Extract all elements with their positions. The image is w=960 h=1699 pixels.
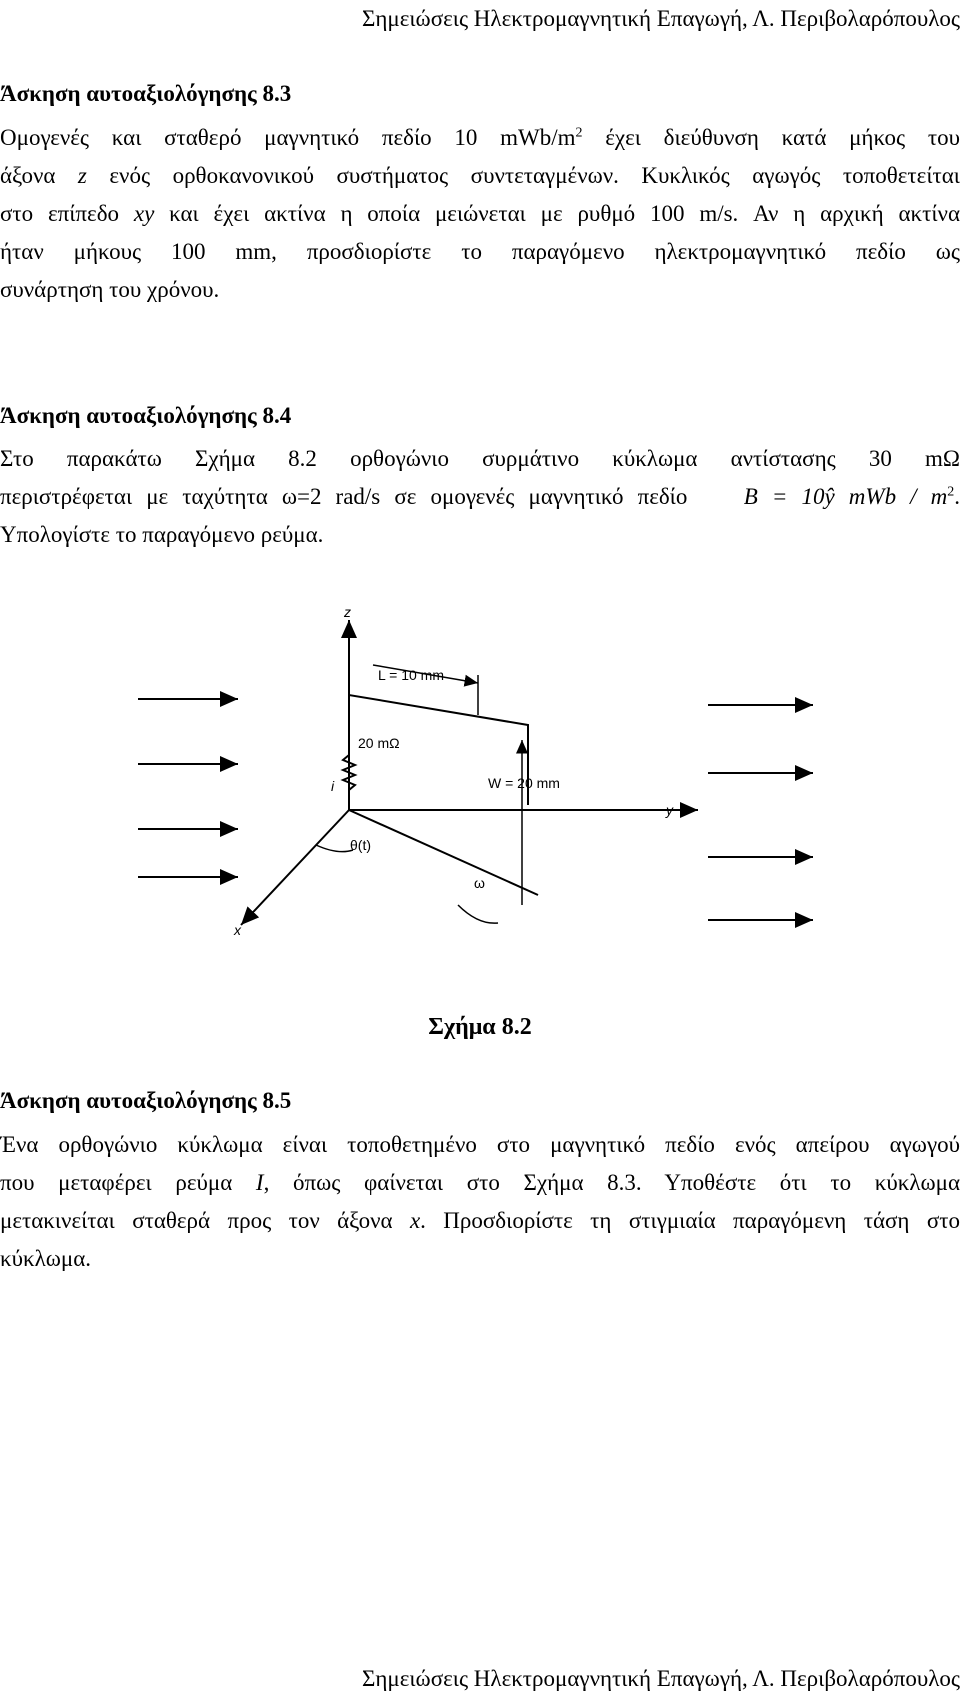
x-axis-label: x [234,922,241,938]
resistor [343,755,355,810]
omega-label: ω [474,875,485,891]
page-footer: Σημειώσεις Ηλεκτρομαγνητική Επαγωγή, Λ. Περιβολαρόπουλος [361,1666,960,1691]
x-axis [241,810,349,925]
exercise-8-4 [0,397,960,554]
loop-bottom-edge [349,810,538,895]
L-label: L = 10 mm [378,667,445,683]
exercise-8-3 [0,75,960,309]
exercise-8-3-text: Ομογενές και σταθερό μαγνητικό πεδίο 10 mWb/$m^2$ έχει διεύθυνση κατά μήκος του άξονα z ενός ορθοκανονικού συστήματος συντεταγμένων. Κυκλικός αγωγός τοποθετείται στο επίπεδο xy και έχει ακτίνα η οποία μειώνεται με ρυθμό 100 m/s. Αν η αρχική ακτίνα ήταν μήκους 100 mm, προσδιορίστε το παραγόμενο ηλεκτρομαγνητικό πεδίο ως συνάρτηση του χρόνου. [0,125,960,302]
exercise-8-3-title: Άσκηση αυτοαξιολόγησης 8.3 [0,81,292,106]
field-equation: B = 10ŷ mWb / m [743,484,948,509]
theta-label: θ(t) [350,837,371,853]
z-axis-label: z [344,605,351,620]
exercise-8-4-text: Στο παρακάτω Σχήμα 8.2 ορθογώνιο συρμάτινο κύκλωμα αντίστασης 30 mΩ περιστρέφεται με ταχύτητα ω=2 rad/s σε ομογενές μαγνητικό πεδίο B = 10ŷ mWb / $m^2$. Υπολογίστε το παραγόμενο ρεύμα. [0,446,960,547]
theta-arc [316,845,353,852]
exercise-8-5 [0,1082,960,1278]
omega-arc [458,905,498,923]
y-axis-label: y [666,802,673,818]
figure-8-2 [138,605,828,995]
exercise-8-5-text: Ένα ορθογώνιο κύκλωμα είναι τοποθετημένο στο μαγνητικό πεδίο ενός απείρου αγωγού που μεταφέρει ρεύμα I, όπως φαίνεται στο Σχήμα 8.3. Υποθέστε ότι το κύκλωμα μετακινείται σταθερά προς τον άξονα x. Προσδιορίστε τη στιγμιαία παραγόμενη τάση στο κύκλωμα. [0,1132,960,1271]
exercise-8-5-title: Άσκηση αυτοαξιολόγησης 8.5 [0,1088,292,1113]
page-header: Σημειώσεις Ηλεκτρομαγνητική Επαγωγή, Λ. Περιβολαρόπουλος [361,6,960,31]
exercise-8-4-title: Άσκηση αυτοαξιολόγησης 8.4 [0,403,292,428]
rotating-loop-diagram [138,605,828,995]
figure-caption: Σχήμα 8.2 [428,1014,532,1040]
i-label: i [331,778,335,794]
W-label: W = 20 mm [488,775,560,791]
R-label: 20 mΩ [358,735,400,751]
